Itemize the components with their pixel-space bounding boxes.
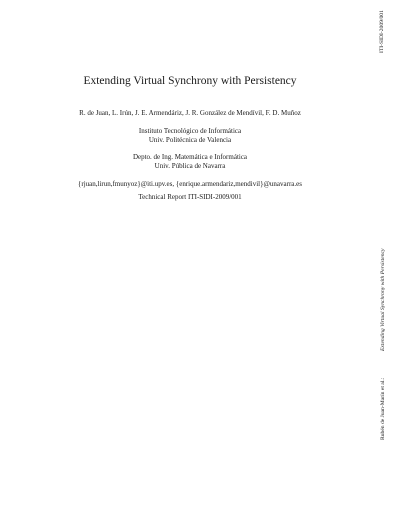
affiliation-1-institute: Instituto Tecnológico de Informática <box>138 127 242 135</box>
paper-title: Extending Virtual Synchrony with Persistency <box>83 75 297 87</box>
author-emails: {rjuan,lirun,fmunyoz}@iti.upv.es, {enrique.armendariz,mendivil}@unavarra.es <box>78 180 302 188</box>
affiliation-2-university: Univ. Pública de Navarra <box>154 162 226 170</box>
affiliation-2-department: Depto. de Ing. Matemática e Informática <box>132 153 248 161</box>
technical-report-number: Technical Report ITI-SIDI-2009/001 <box>138 193 242 201</box>
running-author-vertical: Rubén de Juan-Marín et al.: <box>380 377 386 440</box>
running-title-vertical: Extending Virtual Synchrony with Persistency <box>380 248 386 351</box>
affiliation-1 <box>40 127 340 145</box>
affiliation-1-university: Univ. Politécnica de Valencia <box>148 136 232 144</box>
affiliation-2 <box>40 153 340 171</box>
report-id-vertical: ITI-SIDI-2009/001 <box>379 10 385 53</box>
author-list: R. de Juan, L. Irún, J. E. Armendáriz, J. R. González de Mendívil, F. D. Muñoz <box>79 109 301 117</box>
